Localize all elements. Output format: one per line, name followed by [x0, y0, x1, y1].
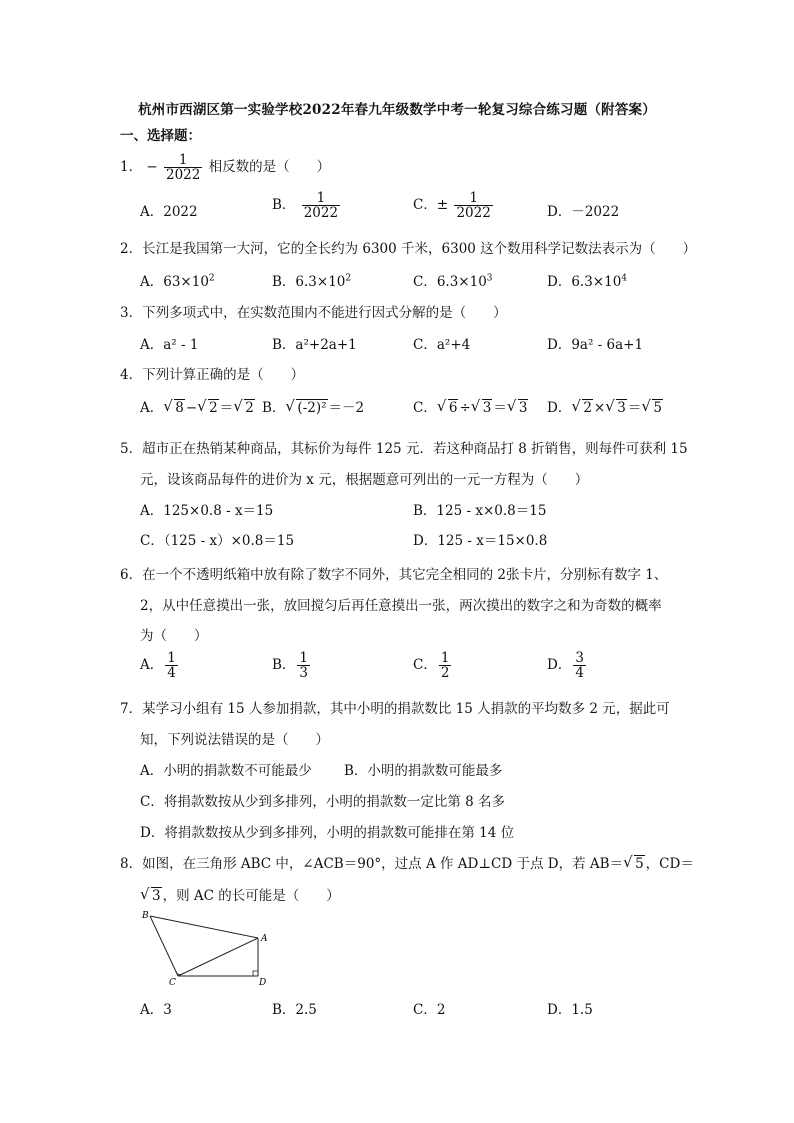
- question-number: 1．: [120, 159, 143, 176]
- question-5-line-2: 元，设该商品每件的进价为 x 元，根据题意可列出的一元一方程为（ ）: [140, 472, 589, 488]
- option-d: D．9a² - 6a+1: [547, 337, 644, 353]
- option-b: B．125 - x×0.8＝15: [413, 503, 547, 519]
- label-b: B: [142, 911, 149, 921]
- question-text: 相反数的是（ ）: [208, 159, 331, 176]
- option-a: A．√ 8 −√ 2 ＝√ 2: [140, 396, 256, 416]
- option-b: B． $\frac{1}{2022}$: [272, 190, 339, 222]
- question-7-line-2: 知，下列说法错误的是（ ）: [140, 732, 329, 748]
- segment-bc: [150, 916, 178, 976]
- label-a: A: [261, 934, 268, 944]
- question-1: [120, 153, 330, 182]
- sqrt: √ 8: [164, 399, 185, 416]
- option-c: C．± $\frac{1}{2022}$: [413, 190, 491, 222]
- option-d: D． $\frac{3}{4}$: [547, 650, 584, 682]
- question-3: 3．下列多项式中，在实数范围内不能进行因式分解的是（ ）: [120, 305, 507, 321]
- option-d: D．$6.3\times 10^4$: [547, 273, 628, 290]
- section-heading: 一、选择题：: [120, 128, 201, 144]
- question-6-line-3: 为（ ）: [140, 628, 208, 644]
- option-b: B．√ (-2)² ＝－2: [262, 396, 364, 416]
- option-d: D．√ 2 ×√ 3 ＝√ 5: [547, 396, 664, 416]
- option-b: B．$6.3\times 10^2$: [272, 273, 352, 290]
- question-6-line-1: 6．在一个不透明纸箱中放有除了数字不同外，其它完全相同的 2张卡片，分别标有数字 1、: [120, 567, 668, 583]
- option-c: C．√ 6 ÷√ 3 ＝√ 3: [413, 396, 529, 416]
- option-d: D．1.5: [547, 1002, 593, 1018]
- option-c: C． $\frac{1}{2}$: [413, 650, 450, 682]
- option-a: A．$63\times 10^2$: [140, 273, 215, 290]
- option-b: B．小明的捐款数可能最多: [344, 763, 503, 779]
- label-c: C: [169, 978, 176, 988]
- right-angle-mark: [253, 971, 258, 976]
- page-title: 杭州市西湖区第一实验学校2022年春九年级数学中考一轮复习综合练习题（附答案）: [138, 102, 656, 118]
- option-b: B．2.5: [272, 1002, 317, 1018]
- option-d: D．－2022: [547, 204, 620, 220]
- option-c: C．将捐款数按从少到多排列，小明的捐款数一定比第 8 名多: [140, 794, 506, 810]
- question-4: 4．下列计算正确的是（ ）: [120, 367, 305, 383]
- label-d: D: [259, 978, 267, 988]
- question-5-line-1: 5．超市正在热销某种商品，其标价为每件 125 元．若这种商品打 8 折销售，则每件可获利 15: [120, 441, 688, 457]
- option-c: C．a²+4: [413, 337, 471, 353]
- option-c: C．2: [413, 1002, 446, 1018]
- segment-ca: [178, 938, 258, 976]
- minus-sign: −: [146, 159, 158, 176]
- triangle-figure: [138, 908, 273, 988]
- option-a: A．3: [140, 1002, 172, 1018]
- option-b: B． $\frac{1}{3}$: [272, 650, 309, 682]
- option-a: A． $\frac{1}{4}$: [140, 650, 176, 682]
- question-8-line-1: 8．如图，在三角形 ABC 中，∠ACB＝90°，过点 A 作 AD⊥CD 于点 D，若 AB＝√ 5 ，CD＝: [120, 852, 694, 872]
- option-c: C．$6.3\times 10^3$: [413, 273, 493, 290]
- option-a: A．125×0.8 - x＝15: [140, 503, 274, 519]
- fraction: $\frac{1}{2022}$: [166, 152, 201, 184]
- option-c: C．（125 - x）×0.8＝15: [140, 533, 295, 549]
- option-a: A．2022: [140, 204, 198, 220]
- question-2: 2．长江是我国第一大河，它的全长约为 6300 千米，6300 这个数用科学记数法表示为（ ）: [120, 241, 697, 257]
- option-d: D．125 - x＝15×0.8: [413, 533, 548, 549]
- segment-ba: [150, 916, 258, 938]
- question-6-line-2: 2，从中任意摸出一张，放回搅匀后再任意摸出一张，两次摸出的数字之和为奇数的概率: [140, 598, 662, 614]
- question-8-line-2: √ 3 ，则 AC 的长可能是（ ）: [140, 884, 340, 904]
- option-a: A．小明的捐款数不可能最少: [140, 763, 312, 779]
- option-b: B．a²+2a+1: [272, 337, 357, 353]
- question-7-line-1: 7．某学习小组有 15 人参加捐款，其中小明的捐款数比 15 人捐款的平均数多 2 元，据此可: [120, 701, 670, 717]
- option-a: A．a² - 1: [140, 337, 199, 353]
- option-d: D．将捐款数按从少到多排列，小明的捐款数可能排在第 14 位: [140, 825, 515, 841]
